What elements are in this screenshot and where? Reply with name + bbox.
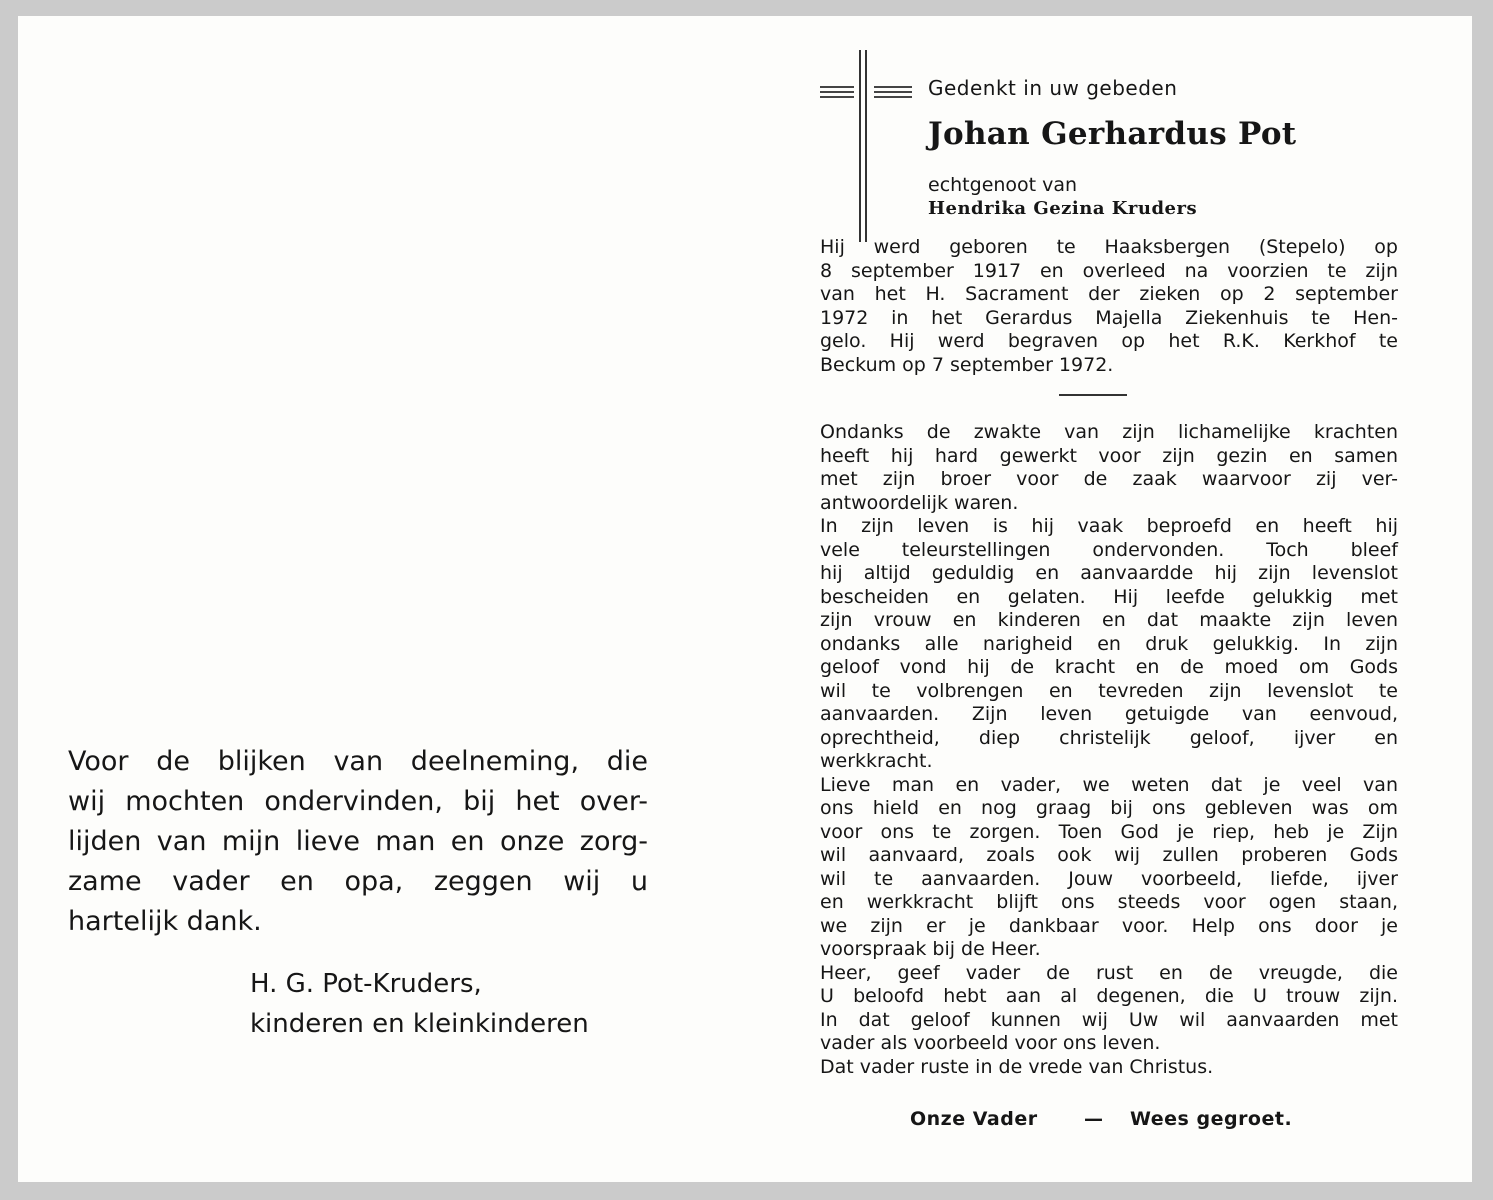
text-line: Lieve man en vader, we weten dat je veel van [820, 773, 1398, 796]
text-line: we zijn er je dankbaar voor. Help ons door je [820, 914, 1398, 937]
memorial-text [820, 421, 1398, 1079]
thanks-line: zame vader en opa, zeggen wij u [68, 866, 648, 897]
text-line: ondanks alle narigheid en druk gelukkig. In zijn [820, 632, 1398, 655]
text-line: wil aanvaard, zoals ook wij zullen proberen Gods [820, 844, 1398, 866]
text-line: geloof vond hij de kracht en de moed om Gods [820, 656, 1398, 678]
text-line: U beloofd hebt aan al degenen, die U trouw zijn. [820, 985, 1398, 1007]
bio-line: Beckum op 7 september 1972. [820, 353, 1114, 376]
divider [1059, 394, 1127, 396]
text-line: ons hield en nog graag bij ons gebleven was om [820, 797, 1398, 819]
text-line: heeft hij hard gewerkt voor zijn gezin en samen [820, 444, 1398, 467]
spouse-name: Hendrika Gezina Kruders [928, 198, 1198, 219]
prayer-card [18, 16, 1472, 1182]
bio-line: 1972 in het Gerardus Majella Ziekenhuis te Hen- [820, 306, 1398, 329]
text-line: In zijn leven is hij vaak beproefd en heeft hij [820, 515, 1398, 537]
text-line: bescheiden en gelaten. Hij leefde gelukkig met [820, 585, 1398, 608]
text-line: antwoordelijk waren. [820, 491, 1019, 514]
text-line: hij altijd geduldig en aanvaardde hij zijn levenslot [820, 562, 1398, 584]
prayer-dash: — [1084, 1108, 1104, 1130]
spouse-label: echtgenoot van [928, 174, 1078, 196]
text-line: wil te aanvaarden. Jouw voorbeeld, liefde, ijver [820, 867, 1398, 890]
remembrance-heading: Gedenkt in uw gebeden [928, 76, 1178, 100]
prayer-hail-mary: Wees gegroet. [1130, 1108, 1293, 1130]
text-line: Heer, geef vader de rust en de vreugde, die [820, 961, 1398, 984]
bio-line: 8 september 1917 en overleed na voorzien te zijn [820, 259, 1398, 282]
signature-name: H. G. Pot-Kruders, [250, 969, 482, 999]
text-line: aanvaarden. Zijn leven getuigde van eenvoud, [820, 703, 1398, 725]
thanks-line: lijden van mijn lieve man en onze zorg- [68, 826, 648, 857]
thank-you-message [68, 742, 648, 942]
text-line: oprechtheid, diep christelijk geloof, ijver en [820, 726, 1398, 749]
text-line: vele teleurstellingen ondervonden. Toch bleef [820, 538, 1398, 561]
text-line: zijn vrouw en kinderen en dat maakte zijn leven [820, 609, 1398, 631]
text-line: met zijn broer voor de zaak waarvoor zij ver- [820, 468, 1398, 490]
text-line: wil te volbrengen en tevreden zijn levenslot te [820, 679, 1398, 702]
text-line: werkkracht. [820, 750, 933, 772]
thanks-line: wij mochten ondervinden, bij het over- [68, 786, 648, 817]
text-line: en werkkracht blijft ons steeds voor ogen staan, [820, 891, 1398, 913]
biography [820, 236, 1398, 377]
text-line: In dat geloof kunnen wij Uw wil aanvaarden met [820, 1008, 1398, 1031]
thanks-line: hartelijk dank. [68, 906, 262, 937]
signature-family: kinderen en kleinkinderen [250, 1009, 589, 1039]
deceased-name: Johan Gerhardus Pot [928, 116, 1297, 152]
thanks-line: Voor de blijken van deelneming, die [68, 746, 648, 777]
text-line: voor ons te zorgen. Toen God je riep, heb je Zijn [820, 820, 1398, 843]
bio-line: van het H. Sacrament der zieken op 2 september [820, 283, 1398, 305]
text-line: Dat vader ruste in de vrede van Christus. [820, 1055, 1214, 1078]
text-line: Ondanks de zwakte van zijn lichamelijke krachten [820, 421, 1398, 443]
bio-line: gelo. Hij werd begraven op het R.K. Kerkhof te [820, 330, 1398, 352]
text-line: voorspraak bij de Heer. [820, 938, 1041, 960]
prayer-our-father: Onze Vader [910, 1108, 1038, 1130]
text-line: vader als voorbeeld voor ons leven. [820, 1032, 1161, 1054]
bio-line: Hij werd geboren te Haaksbergen (Stepelo) op [820, 236, 1398, 258]
